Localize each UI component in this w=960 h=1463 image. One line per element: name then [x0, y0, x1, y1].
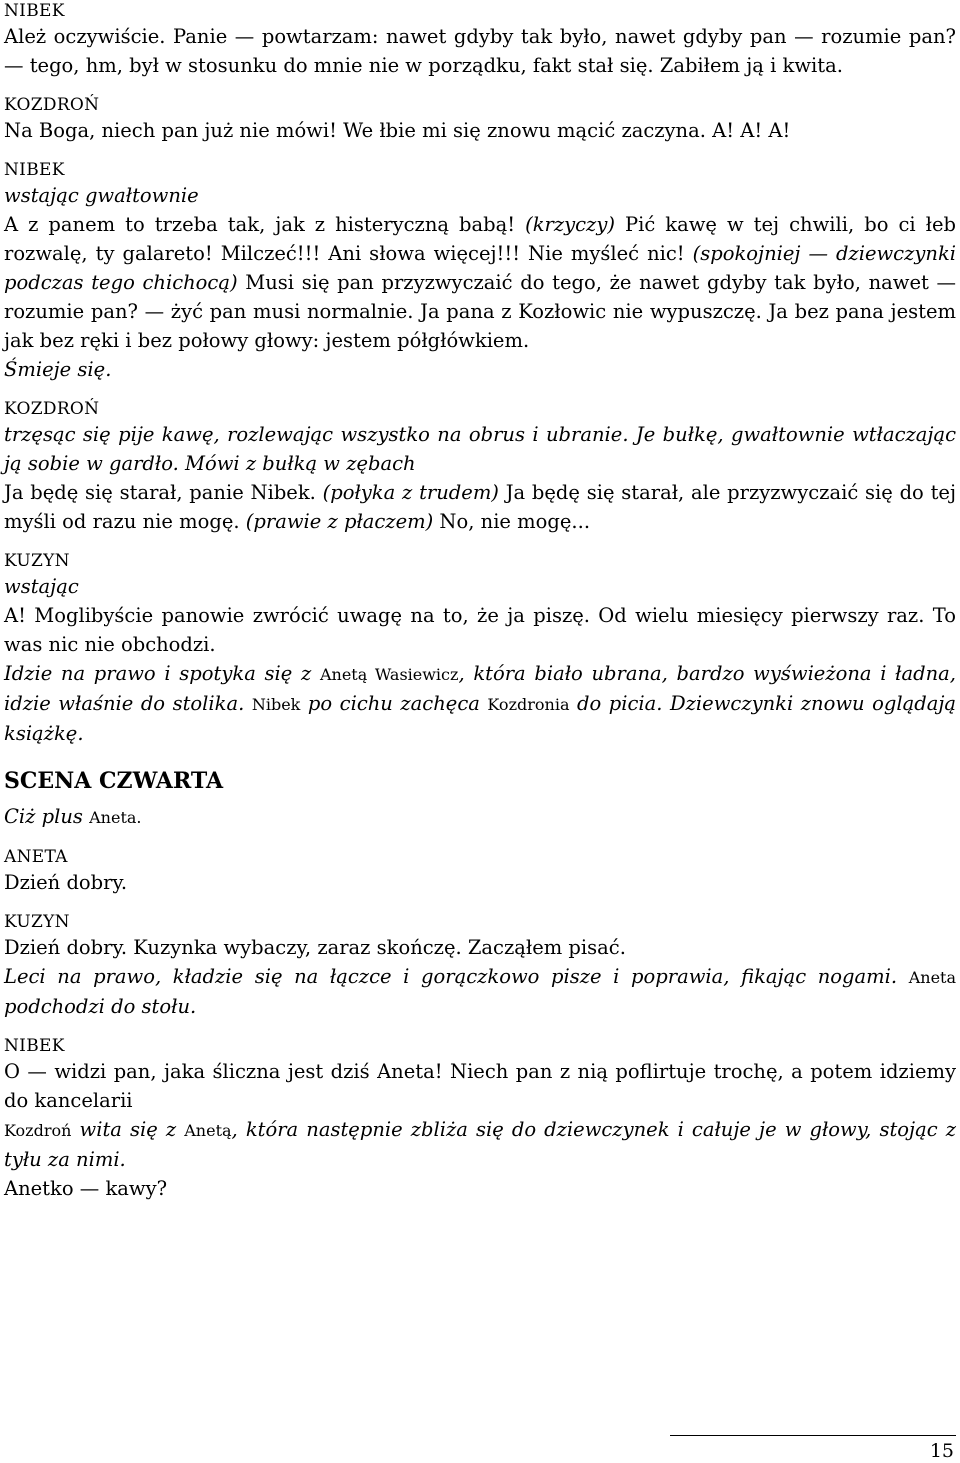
stage-direction-paragraph [4, 962, 956, 1021]
block-kuzyn-1 [4, 550, 956, 748]
stage-direction [4, 181, 956, 210]
dialogue-text: Na Boga, niech pan już nie mówi! We łbie mi się znowu mącić zaczyna. A! A! A! [4, 119, 791, 142]
dialogue-text: A z panem to trzeba tak, jak z histeryczną babą! [4, 213, 526, 236]
dialogue-text: No, nie mogę... [433, 510, 591, 533]
footer-divider [670, 1435, 956, 1436]
stage-direction-text: wstając gwałtownie [4, 184, 199, 207]
stage-direction-paragraph [4, 659, 956, 748]
stage-direction [4, 355, 956, 384]
stage-direction-paragraph [4, 802, 956, 832]
character-name: Nibek [251, 695, 301, 714]
dialogue-text: Ja będę się starał, panie Nibek. [4, 481, 323, 504]
dialogue-paragraph [4, 478, 956, 536]
dialogue-text: A! Moglibyście panowie zwrócić uwagę na to, że ja piszę. Od wielu miesięcy pierwszy raz. To was nic nie obchodzi. [4, 604, 956, 656]
block-kozdron-1 [4, 94, 956, 145]
character-name: Anetą [184, 1121, 232, 1140]
stage-direction-text: Ciż plus [4, 805, 90, 828]
stage-direction-text: , która następnie zbliża się do dziewczynek i całuje je w głowy, stojąc z tyłu za nimi. [4, 1118, 956, 1171]
dialogue-paragraph [4, 210, 956, 355]
stage-direction-text: Idzie na prawo i spotyka się z [4, 662, 320, 685]
dialogue-text: Dzień dobry. [4, 871, 128, 894]
stage-direction-paragraph [4, 1115, 956, 1174]
dialogue-text: Ja będę się starał, ale przyzwyczaić się do tej myśli od razu nie mogę. [4, 481, 956, 533]
speaker-name: ANETA [4, 847, 68, 867]
block-kozdron-2 [4, 398, 956, 536]
block-aneta-1 [4, 846, 956, 897]
speaker-name: NIBEK [4, 160, 65, 180]
block-kuzyn-2 [4, 911, 956, 1021]
stage-direction-text: do picia. Dziewczynki znowu oglądają książkę. [4, 692, 956, 745]
dialogue-text: Dzień dobry. Kuzynka wybaczy, zaraz skończę. Zacząłem pisać. [4, 936, 626, 959]
stage-direction-inline: (spokojniej — dziewczynki podczas tego chichocą) [4, 242, 956, 294]
dialogue-text: O — widzi pan, jaka śliczna jest dziś Aneta! Niech pan z nią poflirtuje trochę, a potem idziemy do kancelarii [4, 1060, 956, 1112]
scene-title: SCENA CZWARTA [4, 768, 224, 794]
speaker-name: KOZDROŃ [4, 95, 100, 115]
stage-direction-text: Śmieje się. [4, 358, 112, 381]
stage-direction-text: wita się z [71, 1118, 185, 1141]
stage-direction [4, 420, 956, 478]
speaker-name: NIBEK [4, 1, 65, 21]
stage-direction-text: po cichu zachęca [300, 692, 488, 715]
character-name: Kozdronia [487, 695, 570, 714]
dialogue-text: Anetko — kawy? [4, 1177, 168, 1200]
document-page [4, 0, 956, 1203]
stage-direction-text: Leci na prawo, kładzie się na łączce i gorączkowo pisze i poprawia, fikając nogami. [4, 965, 909, 988]
dialogue-text: Ależ oczywiście. Panie — powtarzam: nawet gdyby tak było, nawet gdyby pan — rozumie pan? — tego, hm, był w stosunku do mnie nie w porządku, fakt stał się. Zabiłem ją i kwita. [4, 25, 956, 77]
block-nibek-3 [4, 1035, 956, 1203]
stage-direction-text: trzęsąc się pije kawę, rozlewając wszystko na obrus i ubranie. Je bułkę, gwałtownie wtłaczając ją sobie w gardło. Mówi z bułką w zębach [4, 423, 956, 475]
speaker-name: KUZYN [4, 912, 70, 932]
stage-direction-text: , która biało ubrana, bardzo wyświeżona i ładna, idzie właśnie do stolika. [4, 662, 956, 715]
character-name: Anetą Wasiewicz [319, 665, 459, 684]
stage-direction-text: wstając [4, 575, 79, 598]
character-name: Aneta [908, 968, 956, 987]
scene-header [4, 766, 956, 832]
page-number: 15 [929, 1440, 954, 1462]
stage-direction-inline: (krzyczy) [525, 213, 615, 236]
speaker-name: NIBEK [4, 1036, 65, 1056]
dialogue-text: Pić kawę w tej chwili, bo ci łeb rozwalę, ty galareto! Milczeć!!! Ani słowa więcej!!! Nie myśleć nic! [4, 213, 956, 265]
block-nibek-1 [4, 0, 956, 80]
dialogue-text: Musi się pan przyzwyczaić do tego, że nawet gdyby tak było, nawet — rozumie pan? — żyć pan musi normalnie. Ja pana z Kozłowic nie wypuszczę. Ja bez pana jestem jak bez ręki i bez połowy głowy: jestem półgłówkiem. [4, 271, 956, 352]
character-name: Aneta. [89, 808, 142, 827]
stage-direction-inline: (połyka z trudem) [322, 481, 499, 504]
stage-direction-text: podchodzi do stołu. [4, 995, 197, 1018]
speaker-name: KUZYN [4, 551, 70, 571]
stage-direction [4, 572, 956, 601]
character-name: Kozdroń [4, 1121, 72, 1140]
speaker-name: KOZDROŃ [4, 399, 100, 419]
stage-direction-inline: (prawie z płaczem) [245, 510, 434, 533]
block-nibek-2 [4, 159, 956, 384]
